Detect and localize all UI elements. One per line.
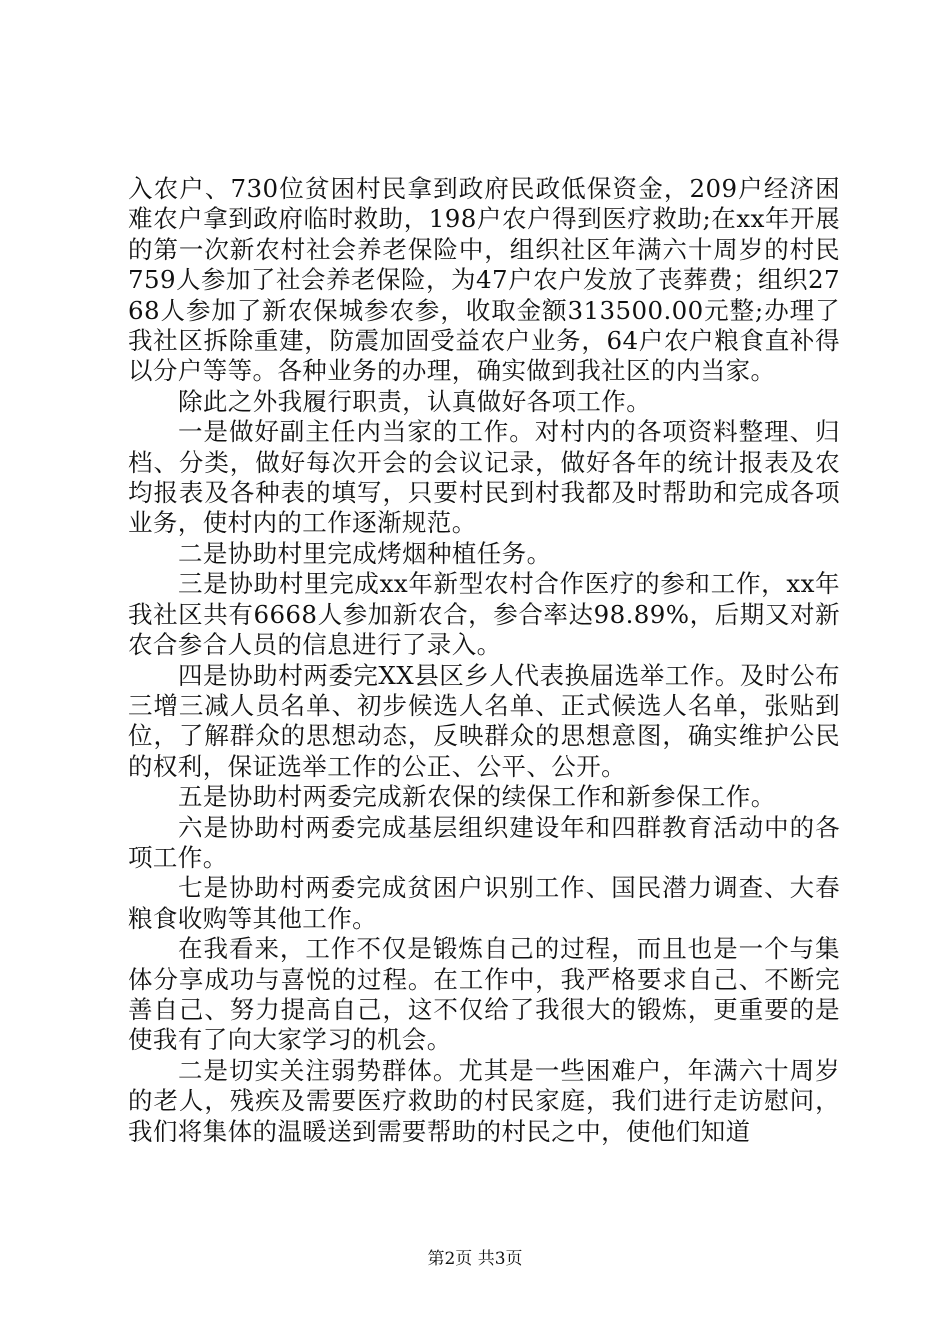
paragraph-10: 在我看来，工作不仅是锻炼自己的过程，而且也是一个与集体分享成功与喜悦的过程。在工作中，我严格要求自己、不断完善自己、努力提高自己，这不仅给了我很大的锻炼，更重要的是使我有了向大家学习的机会。 — [128, 934, 840, 1055]
paragraph-8: 六是协助村两委完成基层组织建设年和四群教育活动中的各项工作。 — [128, 812, 840, 872]
page-number-footer: 第2页 共3页 — [427, 1249, 523, 1269]
paragraph-4: 二是协助村里完成烤烟种植任务。 — [178, 538, 552, 568]
paragraph-1: 入农户、730位贫困村民拿到政府民政低保资金，209户经济困难农户拿到政府临时救助，198户农户得到医疗救助;在xx年开展的第一次新农村社会养老保险中，组织社区年满六十周岁的村民759人参加了社会养老保险，为47户农户发放了丧葬费；组织2768人参加了新农保城参农参，收取金额313500.00元整;办理了我社区拆除重建，防震加固受益农户业务，64户农户粮食直补得以分户等等。各种业务的办理，确实做到我社区的内当家。 — [128, 174, 840, 386]
document-body — [128, 174, 840, 1147]
paragraph-9: 七是协助村两委完成贫困户识别工作、国民潜力调查、大春粮食收购等其他工作。 — [128, 873, 840, 933]
paragraph-3: 一是做好副主任内当家的工作。对村内的各项资料整理、归档、分类，做好每次开会的会议记录，做好各年的统计报表及农均报表及各种表的填写，只要村民到村我都及时帮助和完成各项业务，使村内的工作逐渐规范。 — [128, 417, 840, 538]
paragraph-7: 五是协助村两委完成新农保的续保工作和新参保工作。 — [178, 782, 776, 812]
paragraph-11: 二是切实关注弱势群体。尤其是一些困难户，年满六十周岁的老人，残疾及需要医疗救助的村民家庭，我们进行走访慰问，我们将集体的温暖送到需要帮助的村民之中，使他们知道 — [128, 1055, 840, 1146]
paragraph-6: 四是协助村两委完XX县区乡人代表换届选举工作。及时公布三增三减人员名单、初步候选人名单、正式候选人名单，张贴到位，了解群众的思想动态，反映群众的思想意图，确实维护公民的权利，保证选举工作的公正、公平、公开。 — [128, 660, 840, 781]
paragraph-2: 除此之外我履行职责，认真做好各项工作。 — [178, 386, 652, 416]
paragraph-5: 三是协助村里完成xx年新型农村合作医疗的参和工作，xx年我社区共有6668人参加新农合，参合率达98.89%，后期又对新农合参合人员的信息进行了录入。 — [128, 569, 840, 660]
